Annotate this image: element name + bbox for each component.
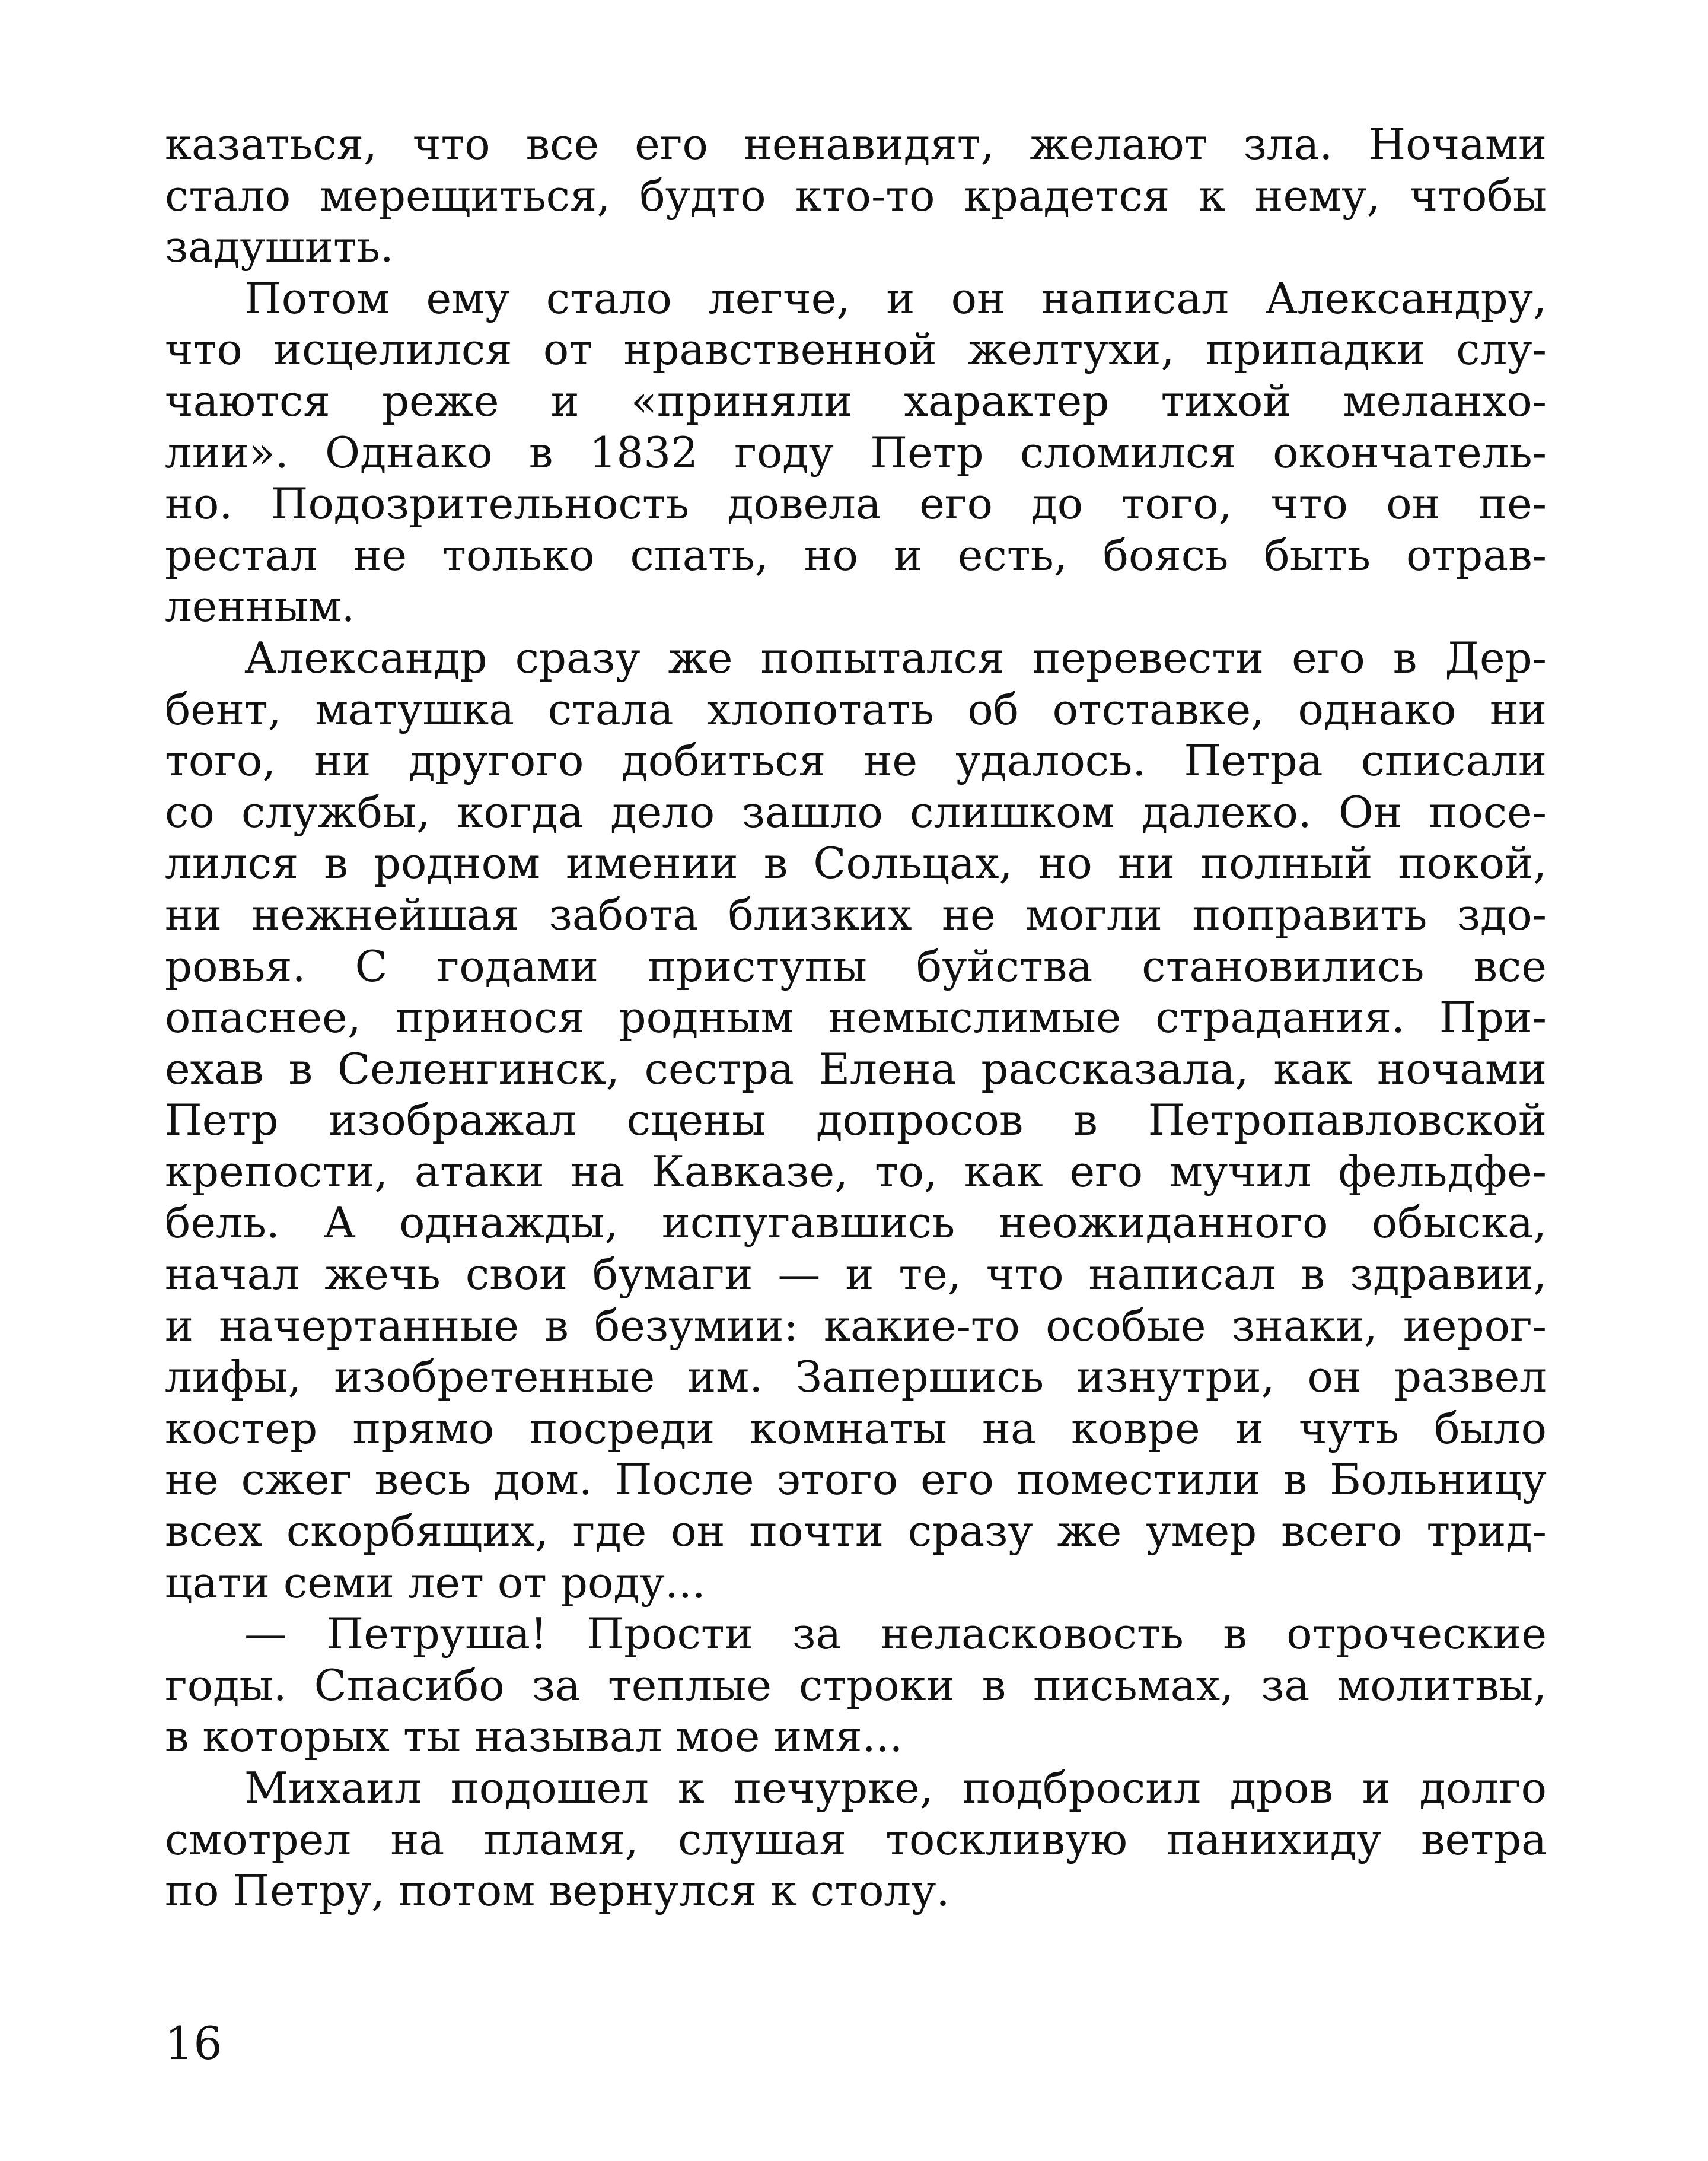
paragraph-start-line: — Петруша! Прости за неласковость в отроческие [244, 1609, 1547, 1659]
text-line: всех скорбящих, где он почти сразу же умер всего трид- [165, 1506, 1547, 1557]
text-line: опаснее, принося родным немыслимые страдания. При- [165, 992, 1547, 1043]
text-line: ехав в Селенгинск, сестра Елена рассказала, как ночами [165, 1043, 1547, 1094]
text-line: задушить. [165, 222, 394, 272]
paragraph-start-line: Михаил подошел к печурке, подбросил дров и долго [244, 1763, 1547, 1813]
body-text [165, 119, 1547, 1917]
text-line: того, ни другого добиться не удалось. Петра списали [165, 736, 1547, 786]
text-line: по Петру, потом вернулся к столу. [165, 1866, 950, 1916]
text-line: со службы, когда дело зашло слишком далеко. Он посе- [165, 787, 1547, 837]
text-line: Петр изображал сцены допросов в Петропавловской [165, 1095, 1547, 1145]
paragraph-start-line: Александр сразу же попытался перевести его в Дер- [244, 632, 1547, 683]
text-line: смотрел на пламя, слушая тоскливую панихиду ветра [165, 1814, 1547, 1864]
text-line: но. Подозрительность довела его до того, что он пе- [165, 479, 1547, 529]
text-line: и начертанные в безумии: какие-то особые знаки, иерог- [165, 1300, 1547, 1351]
text-line: казаться, что все его ненавидят, желают зла. Ночами [165, 119, 1547, 169]
text-line: бент, матушка стала хлопотать об отставке, однако ни [165, 684, 1547, 734]
text-line: ровья. С годами приступы буйства становились все [165, 941, 1547, 991]
text-line: цати семи лет от роду... [165, 1557, 706, 1608]
text-line: лифы, изобретенные им. Запершись изнутри, он развел [165, 1352, 1547, 1402]
text-line: чаются реже и «приняли характер тихой меланхо- [165, 375, 1547, 426]
paragraph-start-line: Потом ему стало легче, и он написал Александру, [244, 273, 1547, 323]
page-number: 16 [165, 2017, 222, 2070]
text-line: костер прямо посреди комнаты на ковре и чуть было [165, 1403, 1547, 1453]
text-line: что исцелился от нравственной желтухи, припадки слу- [165, 324, 1547, 375]
text-line: бель. А однажды, испугавшись неожиданного обыска, [165, 1198, 1547, 1248]
text-line: лился в родном имении в Сольцах, но ни полный покой, [165, 838, 1547, 889]
text-line: крепости, атаки на Кавказе, то, как его мучил фельдфе- [165, 1146, 1547, 1196]
text-line: не сжег весь дом. После этого его поместили в Больницу [165, 1455, 1547, 1505]
text-line: ни нежнейшая забота близких не могли поправить здо- [165, 889, 1547, 940]
text-line: рестал не только спать, но и есть, боясь быть отрав- [165, 530, 1547, 580]
text-line: начал жечь свои бумаги — и те, что написал в здравии, [165, 1249, 1547, 1300]
text-line: ленным. [165, 581, 355, 632]
text-line: в которых ты называл мое имя... [165, 1711, 903, 1762]
text-line: годы. Спасибо за теплые строки в письмах, за молитвы, [165, 1660, 1547, 1710]
text-line: лии». Однако в 1832 году Петр сломился окончатель- [165, 427, 1547, 478]
text-line: стало мерещиться, будто кто-то крадется к нему, чтобы [165, 170, 1547, 221]
